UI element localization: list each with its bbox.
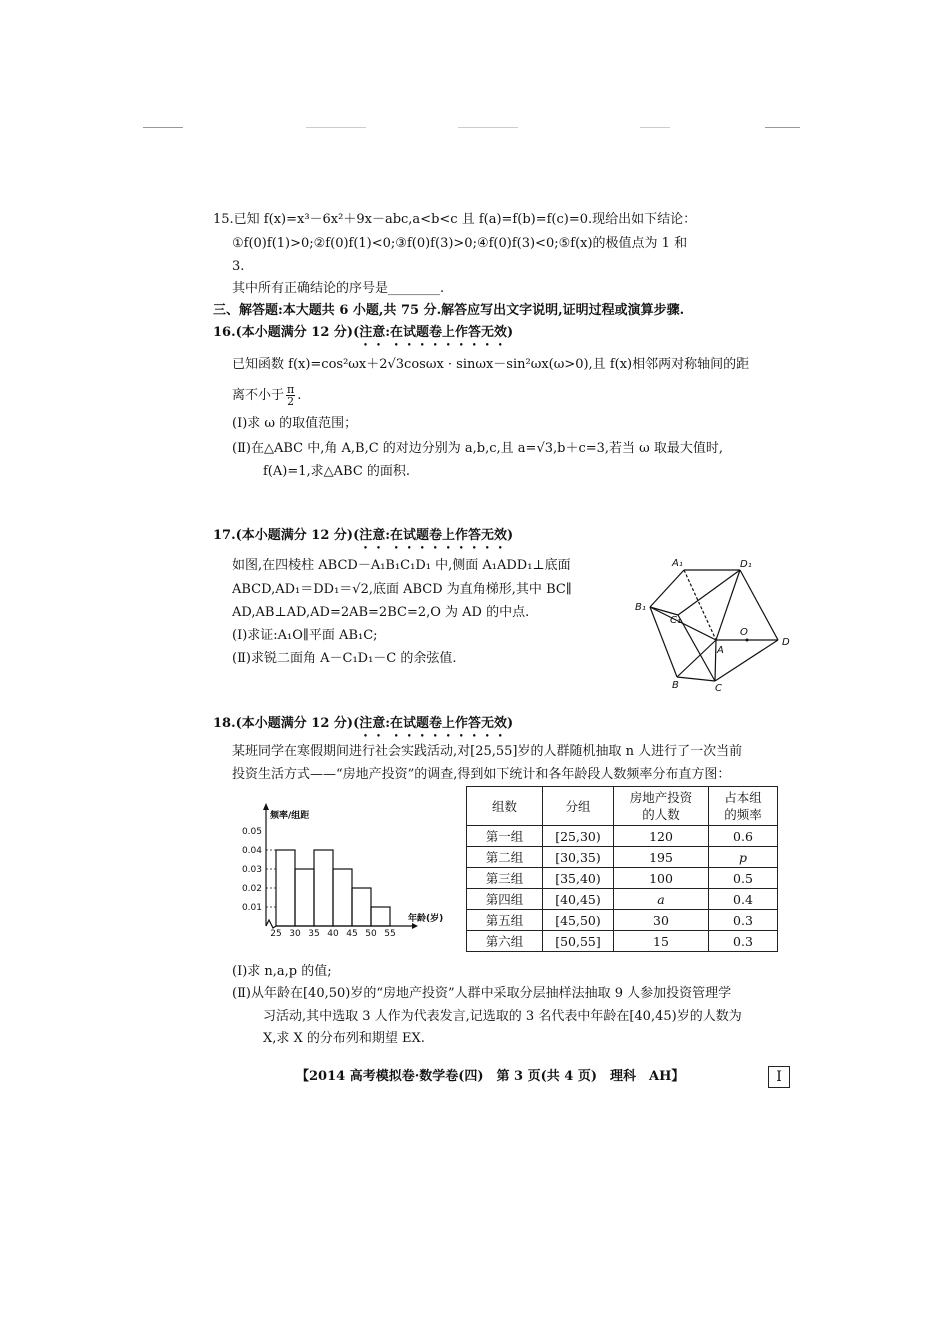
histogram-bar [371, 907, 390, 926]
label-o: O [740, 627, 748, 638]
x-tick-label: 35 [308, 929, 320, 939]
table-cell: a [614, 889, 709, 910]
q18-part2b: 习活动,其中选取 3 人作为代表发言,记选取的 3 名代表中年龄在[40,45)岁的人数为 [263, 1009, 742, 1024]
table-cell: 第五组 [467, 910, 543, 931]
table-row [467, 931, 778, 952]
table-cell: 0.3 [709, 910, 778, 931]
table-cell: 第二组 [467, 847, 543, 868]
label-a: A [717, 645, 724, 656]
q18-heading [213, 715, 513, 740]
q17-line1: 如图,在四棱柱 ABCD－A₁B₁C₁D₁ 中,侧面 A₁ADD₁⊥底面 [232, 558, 571, 573]
footer-version-box: Ⅰ [768, 1066, 790, 1088]
histogram-bar [295, 869, 314, 926]
label-b1: B₁ [635, 602, 646, 613]
table-cell: 30 [614, 910, 709, 931]
edge-a1-b1 [650, 570, 684, 607]
q18-part1: (Ⅰ)求 n,a,p 的值; [232, 964, 332, 979]
q15-line3: 3. [232, 259, 245, 274]
table-cell: p [709, 847, 778, 868]
edge-a1-a [684, 570, 716, 640]
y-axis-arrow [263, 803, 269, 810]
q17-line3: AD,AB⊥AD,AD=2AB=2BC=2,O 为 AD 的中点. [232, 605, 530, 620]
frac-denominator: 2 [287, 395, 295, 408]
x-tick-label: 50 [365, 929, 377, 939]
label-a1: A₁ [672, 558, 683, 569]
header-rule-5 [765, 127, 800, 128]
label-d: D [782, 637, 790, 648]
histogram-bar [352, 888, 371, 926]
x-tick-label: 25 [270, 929, 282, 939]
edge-b-c [677, 677, 715, 681]
pi-over-2-fraction [286, 384, 295, 407]
q18-part2a: (Ⅱ)从年龄在[40,50)岁的“房地产投资”人群中采取分层抽样法抽取 9 人参加投资管理学 [232, 986, 732, 1001]
table-cell: 第四组 [467, 889, 543, 910]
y-tick-label: 0.01 [241, 903, 262, 913]
q16-part1: (Ⅰ)求 ω 的取值范围； [232, 416, 358, 431]
table-cell: 0.3 [709, 931, 778, 952]
q18-note: (注意:在试题卷上作答无效) [353, 716, 514, 731]
table-row [467, 868, 778, 889]
label-c: C [715, 683, 722, 694]
header-rule-2 [306, 127, 366, 128]
q17-part1: (Ⅰ)求证:A₁O∥平面 AB₁C; [232, 628, 378, 643]
table-cell: [45,50) [543, 910, 614, 931]
header-count: 房地产投资 的人数 [614, 787, 709, 826]
q16-heading [213, 324, 513, 349]
x-tick-label: 55 [384, 929, 396, 939]
q18-line2: 投资生活方式——“房地产投资”的调查,得到如下统计和各年龄段人数频率分布直方图： [232, 767, 731, 782]
table-cell: 第六组 [467, 931, 543, 952]
edge-c-d [715, 640, 778, 681]
header-rule-1 [143, 127, 183, 128]
section-3-heading: 三、解答题:本大题共 6 小题,共 75 分.解答应写出文字说明,证明过程或演算步骤. [213, 303, 685, 318]
table-cell: 0.5 [709, 868, 778, 889]
q16-part2a: (Ⅱ)在△ABC 中,角 A,B,C 的对边分别为 a,b,c,且 a=√3,b＋c=3,若当 ω 取最大值时, [232, 441, 724, 456]
x-tick-label: 40 [327, 929, 339, 939]
header-rule-3 [458, 127, 518, 128]
y-tick-label: 0.05 [241, 827, 262, 837]
y-axis-label: 频率/组距 [270, 811, 310, 821]
table-cell: [35,40) [543, 868, 614, 889]
y-tick-label: 0.02 [241, 884, 262, 894]
header-frequency: 占本组 的频率 [709, 787, 778, 826]
table-row [467, 910, 778, 931]
q17-heading [213, 527, 513, 552]
q16-head: 16.(本小题满分 12 分) [213, 325, 354, 340]
header-group-number: 组数 [467, 787, 543, 826]
table-row [467, 889, 778, 910]
survey-table [466, 786, 778, 952]
table-cell: [40,45) [543, 889, 614, 910]
q15-line1: 15.已知 f(x)=x³－6x²＋9x－abc,a<b<c 且 f(a)=f(b)=f(c)=0.现给出如下结论： [213, 212, 697, 227]
table-cell: 第三组 [467, 868, 543, 889]
q18-head: 18.(本小题满分 12 分) [213, 716, 354, 731]
table-row [467, 847, 778, 868]
x-tick-label: 45 [346, 929, 358, 939]
table-cell: 100 [614, 868, 709, 889]
q17-head: 17.(本小题满分 12 分) [213, 528, 354, 543]
label-b: B [672, 680, 679, 691]
edge-a-c [715, 640, 716, 681]
edge-d1-a [716, 570, 740, 640]
histogram-bar [276, 850, 295, 926]
x-tick-label: 30 [289, 929, 301, 939]
histogram-bar [314, 850, 333, 926]
frequency-histogram [236, 800, 458, 940]
header-rule-4 [640, 127, 670, 128]
q16-note: (注意:在试题卷上作答无效) [353, 325, 514, 340]
label-d1: D₁ [740, 559, 752, 570]
q16-line2 [232, 383, 301, 409]
q18-part2c: X,求 X 的分布列和期望 EX. [263, 1031, 425, 1046]
y-tick-label: 0.04 [241, 846, 262, 856]
table-cell: [25,30) [543, 826, 614, 847]
x-axis-label: 年龄(岁) [408, 914, 444, 924]
q16-part2b: f(A)=1,求△ABC 的面积. [263, 464, 411, 479]
q15-line4: 其中所有正确结论的序号是________. [232, 281, 445, 296]
q17-line2: ABCD,AD₁＝DD₁＝√2,底面 ABCD 为直角梯形,其中 BC∥ [232, 582, 572, 597]
prism-figure [630, 555, 800, 695]
table-cell: 第一组 [467, 826, 543, 847]
q16-line1: 已知函数 f(x)=cos²ωx＋2√3cosωx · sinωx－sin²ωx(ω>0),且 f(x)相邻两对称轴间的距 [232, 357, 750, 372]
header-interval: 分组 [543, 787, 614, 826]
page-footer: 【2014 高考模拟卷·数学卷(四) 第 3 页(共 4 页) 理科 AH】 [296, 1069, 685, 1084]
table-cell: 195 [614, 847, 709, 868]
table-cell: 15 [614, 931, 709, 952]
q16-line2b: . [297, 388, 302, 403]
frac-numerator: π [287, 383, 295, 396]
q18-line1: 某班同学在寒假期间进行社会实践活动,对[25,55]岁的人群随机抽取 n 人进行了一次当前 [232, 744, 743, 759]
q17-part2: (Ⅱ)求锐二面角 A－C₁D₁－C 的余弦值. [232, 651, 457, 666]
table-row [467, 826, 778, 847]
table-header-row [467, 787, 778, 826]
histogram-bar [333, 869, 352, 926]
q16-line2a: 离不小于 [232, 388, 285, 403]
table-cell: [50,55] [543, 931, 614, 952]
label-c1: C₁ [670, 615, 681, 626]
table-cell: [30,35) [543, 847, 614, 868]
q17-note: (注意:在试题卷上作答无效) [353, 528, 514, 543]
table-cell: 0.6 [709, 826, 778, 847]
table-cell: 0.4 [709, 889, 778, 910]
y-tick-label: 0.03 [241, 865, 262, 875]
table-cell: 120 [614, 826, 709, 847]
point-o [746, 639, 749, 642]
q15-line2: ①f(0)f(1)>0;②f(0)f(1)<0;③f(0)f(3)>0;④f(0)f(3)<0;⑤f(x)的极值点为 1 和 [232, 236, 688, 251]
